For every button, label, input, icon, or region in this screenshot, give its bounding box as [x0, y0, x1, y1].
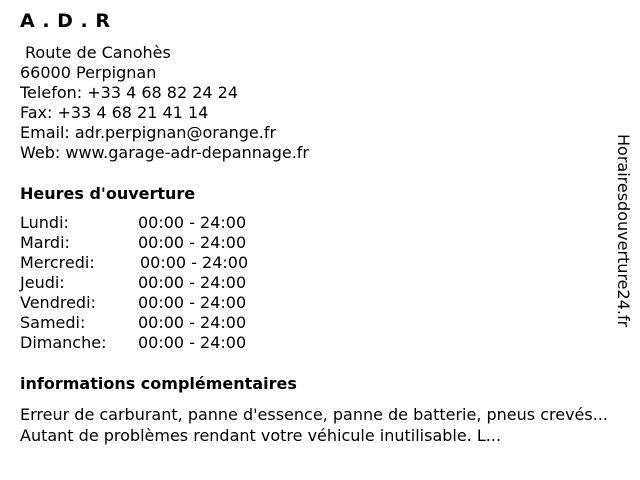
opening-hours-table — [20, 213, 280, 353]
day-label: Mardi: — [20, 233, 70, 252]
day-label: Lundi: — [20, 213, 69, 232]
hours-row-monday — [20, 213, 280, 233]
hours-row-sunday — [20, 333, 280, 353]
hours-row-saturday — [20, 313, 280, 333]
hours-row-tuesday — [20, 233, 280, 253]
day-label: Jeudi: — [20, 273, 65, 292]
time-range: 00:00 - 24:00 — [138, 313, 247, 332]
time-range: 00:00 - 24:00 — [138, 293, 247, 312]
day-label: Dimanche: — [20, 333, 107, 352]
hours-row-wednesday — [20, 253, 280, 273]
hours-row-friday — [20, 293, 280, 313]
opening-hours-heading: Heures d'ouverture — [20, 184, 196, 203]
contact-block — [20, 43, 309, 163]
day-label: Mercredi: — [20, 253, 95, 272]
additional-info-body: Erreur de carburant, panne d'essence, panne de batterie, pneus crevés... Autant de problèmes rendant votre véhicule inutilisable. L... — [20, 405, 608, 445]
additional-info-heading: informations complémentaires — [20, 374, 297, 393]
time-range: 00:00 - 24:00 — [138, 233, 247, 252]
address-street: Route de Canohès — [25, 43, 171, 62]
day-label: Samedi: — [20, 313, 86, 332]
address-city: 66000 Perpignan — [20, 63, 157, 82]
site-watermark: Horairesdouverture24.fr — [614, 134, 633, 328]
phone-number: Telefon: +33 4 68 82 24 24 — [20, 83, 239, 102]
fax-number: Fax: +33 4 68 21 41 14 — [20, 103, 209, 122]
email-address: Email: adr.perpignan@orange.fr — [20, 123, 277, 142]
time-range: 00:00 - 24:00 — [138, 333, 247, 352]
business-name: A . D . R — [20, 10, 111, 32]
additional-info-text — [20, 404, 612, 446]
website-url: Web: www.garage-adr-depannage.fr — [20, 143, 309, 162]
day-label: Vendredi: — [20, 293, 96, 312]
time-range: 00:00 - 24:00 — [140, 253, 249, 272]
hours-row-thursday — [20, 273, 280, 293]
time-range: 00:00 - 24:00 — [138, 213, 247, 232]
time-range: 00:00 - 24:00 — [138, 273, 247, 292]
